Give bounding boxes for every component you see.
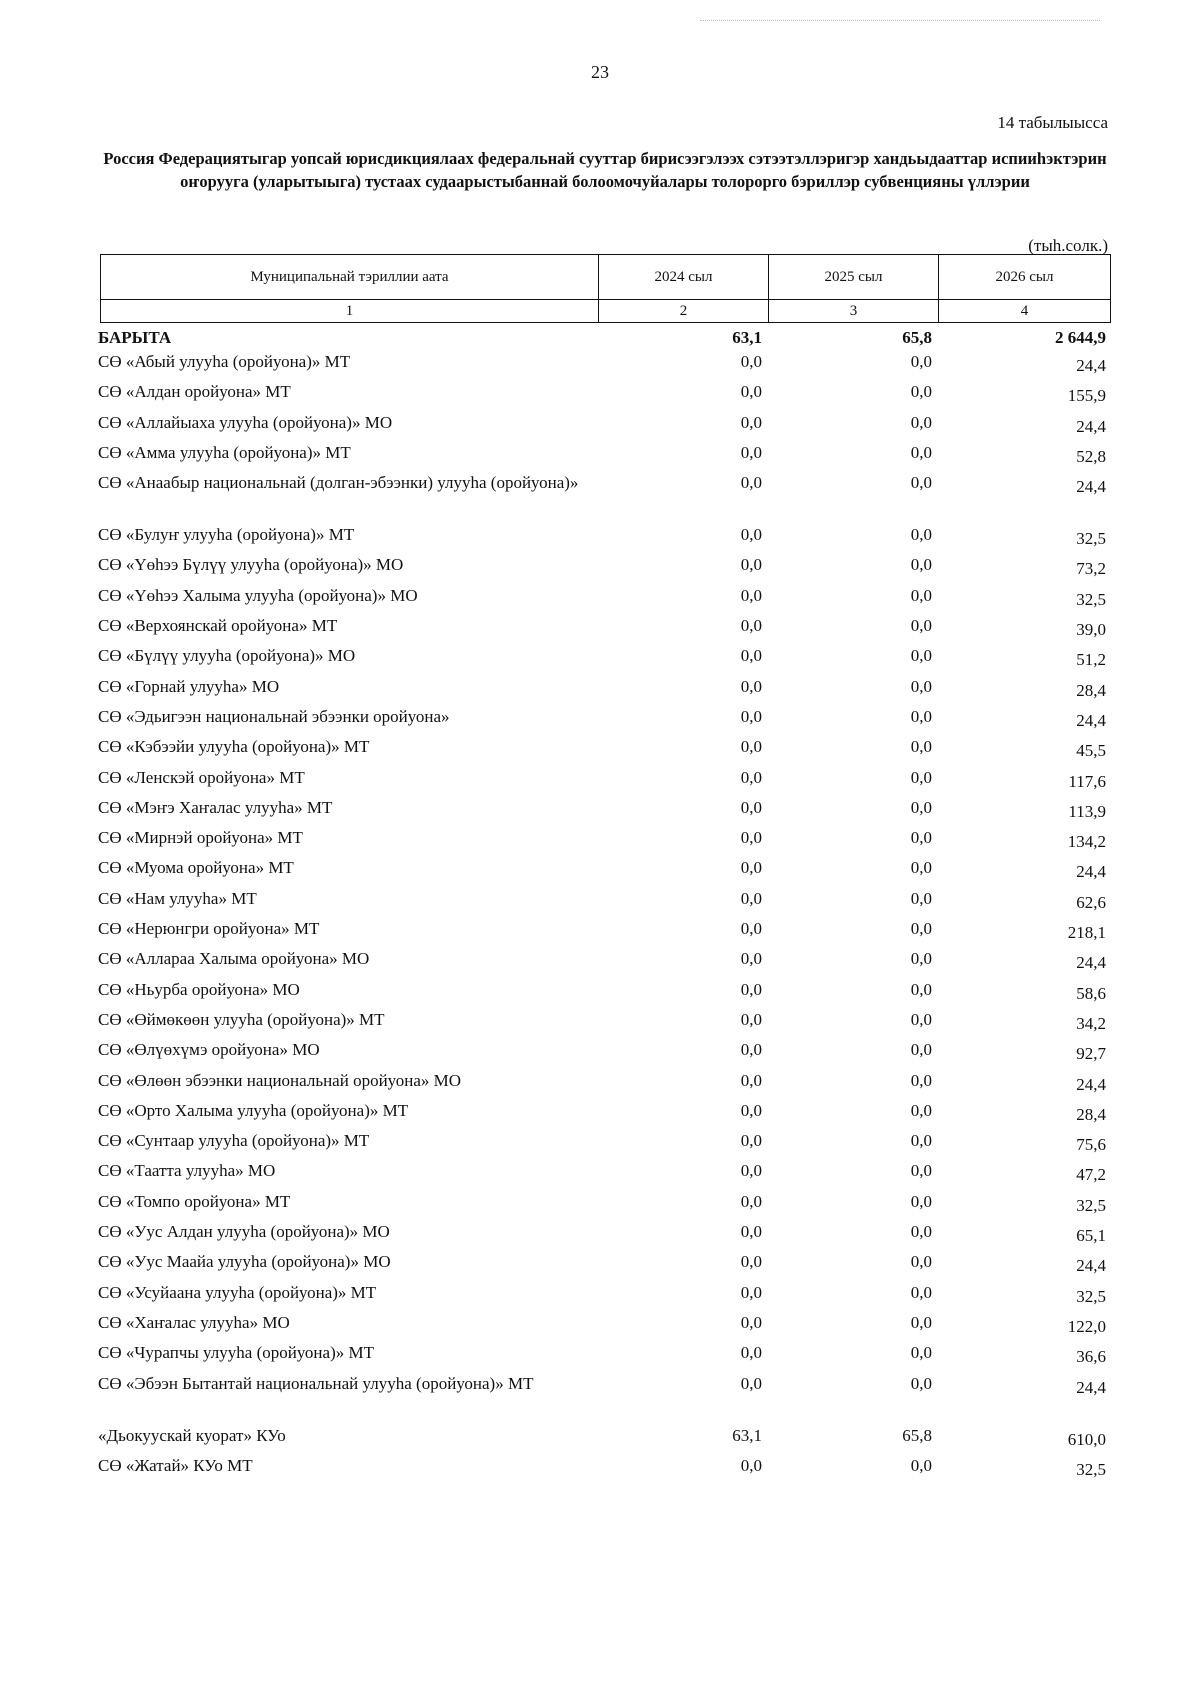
row-value-2025: 0,0 <box>910 1373 932 1393</box>
row-value-2026: 24,4 <box>1076 1256 1106 1276</box>
table-row <box>98 555 1110 585</box>
row-value-2026: 24,4 <box>1076 356 1106 375</box>
table-row <box>98 1426 1110 1456</box>
row-value-2024: 0,0 <box>740 979 762 999</box>
row-value-2026: 117,6 <box>1068 771 1106 791</box>
row-name: СӨ «Жатай» КУо МТ <box>98 1456 253 1476</box>
row-value-2024: 0,0 <box>740 525 762 545</box>
header-num-2: 2 <box>599 300 769 323</box>
row-value-2024: 0,0 <box>740 1312 762 1332</box>
row-value-2024: 0,0 <box>740 1191 762 1211</box>
header-num-3: 3 <box>769 300 939 323</box>
row-value-2025: 0,0 <box>910 1252 932 1272</box>
table-row <box>98 1192 1110 1222</box>
row-value-2025: 0,0 <box>910 888 932 908</box>
row-value-2025: 0,0 <box>910 1282 932 1302</box>
row-value-2025: 0,0 <box>910 1161 932 1181</box>
row-value-2025: 0,0 <box>910 737 932 757</box>
row-value-2026: 47,2 <box>1076 1165 1106 1185</box>
row-value-2025: 0,0 <box>910 949 932 969</box>
table-row <box>98 646 1110 676</box>
table-row <box>98 1071 1110 1101</box>
row-value-2026: 58,6 <box>1076 983 1106 1003</box>
row-value-2025: 0,0 <box>910 767 932 787</box>
table-row <box>98 586 1110 616</box>
row-value-2025: 0,0 <box>910 412 932 432</box>
spacer-cell <box>98 1404 1110 1426</box>
row-name: СӨ «Усуйаана улууһа (оройуона)» МТ <box>98 1282 377 1302</box>
row-name: «Дьокуускай куорат» КУо <box>98 1425 286 1445</box>
table-row <box>98 443 1110 473</box>
spacer-row <box>98 1404 1110 1426</box>
row-name: СӨ «Таатта улууһа» МО <box>98 1161 276 1181</box>
row-value-2026: 32,5 <box>1076 589 1106 609</box>
row-value-2026: 155,9 <box>1067 386 1106 406</box>
row-value-2026: 73,2 <box>1076 559 1106 579</box>
table-row <box>98 413 1110 443</box>
header-num-1: 1 <box>101 300 599 323</box>
row-value-2026: 65,1 <box>1076 1226 1106 1246</box>
header-2026: 2026 сыл <box>939 255 1111 300</box>
table-row <box>98 828 1110 858</box>
header-row <box>101 255 1111 300</box>
row-name: СӨ «Уус Маайа улууһа (оройуона)» МО <box>98 1252 391 1272</box>
table-row <box>98 1222 1110 1252</box>
row-value-2024: 0,0 <box>740 797 762 817</box>
row-value-2026: 45,5 <box>1076 741 1106 761</box>
row-value-2025: 0,0 <box>910 646 932 666</box>
row-value-2024: 0,0 <box>740 473 762 493</box>
row-value-2025: 0,0 <box>910 616 932 636</box>
data-table <box>98 328 1110 1486</box>
row-value-2025: 0,0 <box>910 979 932 999</box>
row-value-2025: 0,0 <box>910 1040 932 1060</box>
row-value-2026: 62,6 <box>1076 892 1106 912</box>
row-name: СӨ «Муома оройуона» МТ <box>98 858 294 878</box>
row-value-2024: 0,0 <box>740 1222 762 1242</box>
row-value-2025: 0,0 <box>910 1312 932 1332</box>
row-value-2024: 0,0 <box>740 888 762 908</box>
row-name: СӨ «Алдан оройуона» МТ <box>98 382 291 402</box>
row-value-2024: 0,0 <box>740 1100 762 1120</box>
row-value-2025: 0,0 <box>910 1456 932 1476</box>
row-name: СӨ «Абый улууһа (оройуона)» МТ <box>98 352 351 371</box>
row-value-2024: 0,0 <box>740 706 762 726</box>
row-value-2026: 24,4 <box>1076 710 1106 730</box>
row-value-2024: 0,0 <box>740 1343 762 1363</box>
total-2026: 2 644,9 <box>1055 328 1106 347</box>
header-num-4: 4 <box>939 300 1111 323</box>
row-value-2026: 24,4 <box>1076 416 1106 436</box>
table-row <box>98 1252 1110 1282</box>
row-name: СӨ «Хаҥалас улууһа» МО <box>98 1312 290 1332</box>
row-value-2024: 0,0 <box>740 767 762 787</box>
row-value-2026: 113,9 <box>1068 801 1106 821</box>
row-name: СӨ «Анаабыр национальнай (долган-эбээнки) улууһа (оройуона)» <box>98 473 579 493</box>
row-name: СӨ «Верхоянскай оройуона» МТ <box>98 616 338 636</box>
table-row <box>98 1313 1110 1343</box>
row-value-2024: 0,0 <box>740 1373 762 1393</box>
row-value-2025: 0,0 <box>910 1222 932 1242</box>
unit-note: (тыһ.солк.) <box>1028 236 1108 255</box>
row-name: СӨ «Өймөкөөн улууһа (оройуона)» МТ <box>98 1009 385 1029</box>
table-row <box>98 889 1110 919</box>
table-row <box>98 1101 1110 1131</box>
row-name: СӨ «Орто Халыма улууһа (оройуона)» МТ <box>98 1100 409 1120</box>
row-value-2025: 0,0 <box>910 1343 932 1363</box>
row-value-2024: 0,0 <box>740 555 762 575</box>
row-value-2025: 0,0 <box>910 1009 932 1029</box>
row-value-2026: 24,4 <box>1076 1377 1106 1397</box>
row-value-2025: 0,0 <box>910 706 932 726</box>
row-value-2024: 0,0 <box>740 616 762 636</box>
row-name: СӨ «Эбээн Бытантай национальнай улууһа (оройуона)» МТ <box>98 1373 534 1393</box>
row-name: СӨ «Ньурба оройуона» МО <box>98 979 300 999</box>
table-header <box>100 254 1111 323</box>
table-row <box>98 707 1110 737</box>
row-name: СӨ «Нерюнгри оройуона» МТ <box>98 919 320 939</box>
table-row <box>98 798 1110 828</box>
row-name: СӨ «Томпо оройуона» МТ <box>98 1191 291 1211</box>
row-value-2024: 0,0 <box>740 1252 762 1272</box>
row-value-2024: 0,0 <box>740 412 762 432</box>
row-value-2024: 0,0 <box>740 1070 762 1090</box>
row-value-2024: 0,0 <box>740 1131 762 1151</box>
row-name: СӨ «Бүлүү улууһа (оройуона)» МО <box>98 646 356 666</box>
row-value-2026: 32,5 <box>1076 1286 1106 1306</box>
row-name: СӨ «Өлүөхүмэ оройуона» МО <box>98 1040 320 1060</box>
table-row <box>98 768 1110 798</box>
table-row <box>98 949 1110 979</box>
total-2025: 65,8 <box>902 328 932 347</box>
row-value-2026: 92,7 <box>1076 1044 1106 1064</box>
table-row <box>98 616 1110 646</box>
table-row <box>98 1010 1110 1040</box>
table-row <box>98 525 1110 555</box>
row-value-2026: 32,5 <box>1076 1460 1106 1480</box>
row-name: СӨ «Эдьигээн национальнай эбээнки оройуона» <box>98 706 450 726</box>
row-name: СӨ «Өлөөн эбээнки национальнай оройуона» МО <box>98 1070 462 1090</box>
row-value-2024: 0,0 <box>740 919 762 939</box>
row-value-2026: 610,0 <box>1067 1429 1106 1449</box>
row-value-2026: 28,4 <box>1076 1104 1106 1124</box>
row-value-2026: 134,2 <box>1067 832 1106 852</box>
row-name: СӨ «Кэбээйи улууһа (оройуона)» МТ <box>98 737 370 757</box>
row-value-2026: 36,6 <box>1076 1347 1106 1367</box>
row-name: СӨ «Аллараа Халыма оройуона» МО <box>98 949 370 969</box>
table-row <box>98 1456 1110 1486</box>
scan-artifact <box>700 20 1100 23</box>
row-name: СӨ «Аллайыаха улууһа (оройуона)» МО <box>98 412 393 432</box>
row-value-2026: 24,4 <box>1076 477 1106 497</box>
row-name: СӨ «Үөһээ Халыма улууһа (оройуона)» МО <box>98 585 418 605</box>
table-row <box>98 858 1110 888</box>
header-number-row <box>101 300 1111 323</box>
row-value-2024: 0,0 <box>740 1161 762 1181</box>
row-value-2026: 34,2 <box>1076 1013 1106 1033</box>
row-value-2026: 24,4 <box>1076 1074 1106 1094</box>
row-value-2025: 0,0 <box>910 525 932 545</box>
data-table-body <box>98 328 1110 1486</box>
row-value-2024: 0,0 <box>740 1282 762 1302</box>
row-value-2026: 32,5 <box>1076 1195 1106 1215</box>
row-value-2025: 0,0 <box>910 676 932 696</box>
row-value-2025: 0,0 <box>910 473 932 493</box>
row-name: СӨ «Үөһээ Бүлүү улууһа (оройуона)» МО <box>98 555 404 575</box>
row-value-2024: 0,0 <box>740 737 762 757</box>
row-value-2025: 65,8 <box>902 1425 932 1445</box>
table-row <box>98 737 1110 767</box>
document-title: Россия Федерациятыгар уопсай юрисдикциялаах федеральнай сууттар бирисээгэлээх сэтээтэллэригэр хандьыдааттар испииһэктэрин оҥоруугa (уларытыыга) тустаах судаарыстыбаннай болоомочуйалары толорорго бэриллэр субвенцияны үллэрии <box>103 149 1107 191</box>
row-value-2024: 63,1 <box>732 1425 762 1445</box>
table-row <box>98 677 1110 707</box>
table-row <box>98 1161 1110 1191</box>
row-value-2024: 0,0 <box>740 585 762 605</box>
header-2024: 2024 сыл <box>599 255 769 300</box>
row-name: СӨ «Нам улууһа» МТ <box>98 888 257 908</box>
row-value-2025: 0,0 <box>910 1100 932 1120</box>
row-value-2024: 0,0 <box>740 1456 762 1476</box>
row-value-2024: 0,0 <box>740 382 762 402</box>
table-row <box>98 1343 1110 1373</box>
row-name: СӨ «Чурапчы улууһа (оройуона)» МТ <box>98 1343 374 1363</box>
row-value-2026: 75,6 <box>1076 1135 1106 1155</box>
row-value-2026: 24,4 <box>1076 953 1106 973</box>
row-name: СӨ «Горнай улууһа» МО <box>98 676 280 696</box>
row-value-2024: 0,0 <box>740 858 762 878</box>
table-row <box>98 1374 1110 1404</box>
table-row <box>98 1283 1110 1313</box>
row-value-2025: 0,0 <box>910 585 932 605</box>
table-row <box>98 919 1110 949</box>
row-value-2024: 0,0 <box>740 828 762 848</box>
row-value-2025: 0,0 <box>910 1131 932 1151</box>
row-value-2025: 0,0 <box>910 1070 932 1090</box>
total-name: БАРЫТА <box>98 328 172 347</box>
row-name: СӨ «Булуҥ улууһа (оройуона)» МТ <box>98 525 355 545</box>
row-value-2025: 0,0 <box>910 352 932 371</box>
row-value-2025: 0,0 <box>910 442 932 462</box>
row-name: СӨ «Мирнэй оройуона» МТ <box>98 828 303 848</box>
row-value-2026: 122,0 <box>1067 1316 1106 1336</box>
row-name: СӨ «Уус Алдан улууһа (оройуона)» МО <box>98 1222 390 1242</box>
row-value-2025: 0,0 <box>910 858 932 878</box>
row-value-2024: 0,0 <box>740 1040 762 1060</box>
total-row <box>98 328 1110 352</box>
row-value-2025: 0,0 <box>910 555 932 575</box>
header-name: Муниципальнай тэриллии аата <box>101 255 599 300</box>
table-row <box>98 382 1110 412</box>
table-row <box>98 1040 1110 1070</box>
row-value-2026: 39,0 <box>1076 620 1106 640</box>
row-value-2025: 0,0 <box>910 382 932 402</box>
row-value-2024: 0,0 <box>740 442 762 462</box>
row-value-2026: 51,2 <box>1076 650 1106 670</box>
row-value-2025: 0,0 <box>910 1191 932 1211</box>
row-name: СӨ «Сунтаар улууһа (оройуона)» МТ <box>98 1131 370 1151</box>
row-value-2024: 0,0 <box>740 646 762 666</box>
page-number: 23 <box>591 62 609 82</box>
row-value-2026: 52,8 <box>1076 446 1106 466</box>
row-value-2024: 0,0 <box>740 1009 762 1029</box>
row-name: СӨ «Ленскэй оройуона» МТ <box>98 767 305 787</box>
row-value-2025: 0,0 <box>910 919 932 939</box>
row-value-2024: 0,0 <box>740 352 762 371</box>
table-row <box>98 352 1110 382</box>
row-value-2026: 24,4 <box>1076 862 1106 882</box>
row-value-2024: 0,0 <box>740 676 762 696</box>
table-caption: 14 табылыысса <box>997 113 1108 132</box>
table-row <box>98 1131 1110 1161</box>
header-2025: 2025 сыл <box>769 255 939 300</box>
row-name: СӨ «Амма улууһа (оройуона)» МТ <box>98 442 351 462</box>
row-value-2025: 0,0 <box>910 797 932 817</box>
table-row <box>98 980 1110 1010</box>
row-name: СӨ «Мэҥэ Хаҥалас улууһа» МТ <box>98 797 333 817</box>
total-2024: 63,1 <box>732 328 762 347</box>
row-value-2026: 32,5 <box>1076 529 1106 549</box>
row-value-2026: 218,1 <box>1067 923 1106 943</box>
table-row <box>98 473 1110 525</box>
row-value-2025: 0,0 <box>910 828 932 848</box>
row-value-2024: 0,0 <box>740 949 762 969</box>
row-value-2026: 28,4 <box>1076 680 1106 700</box>
